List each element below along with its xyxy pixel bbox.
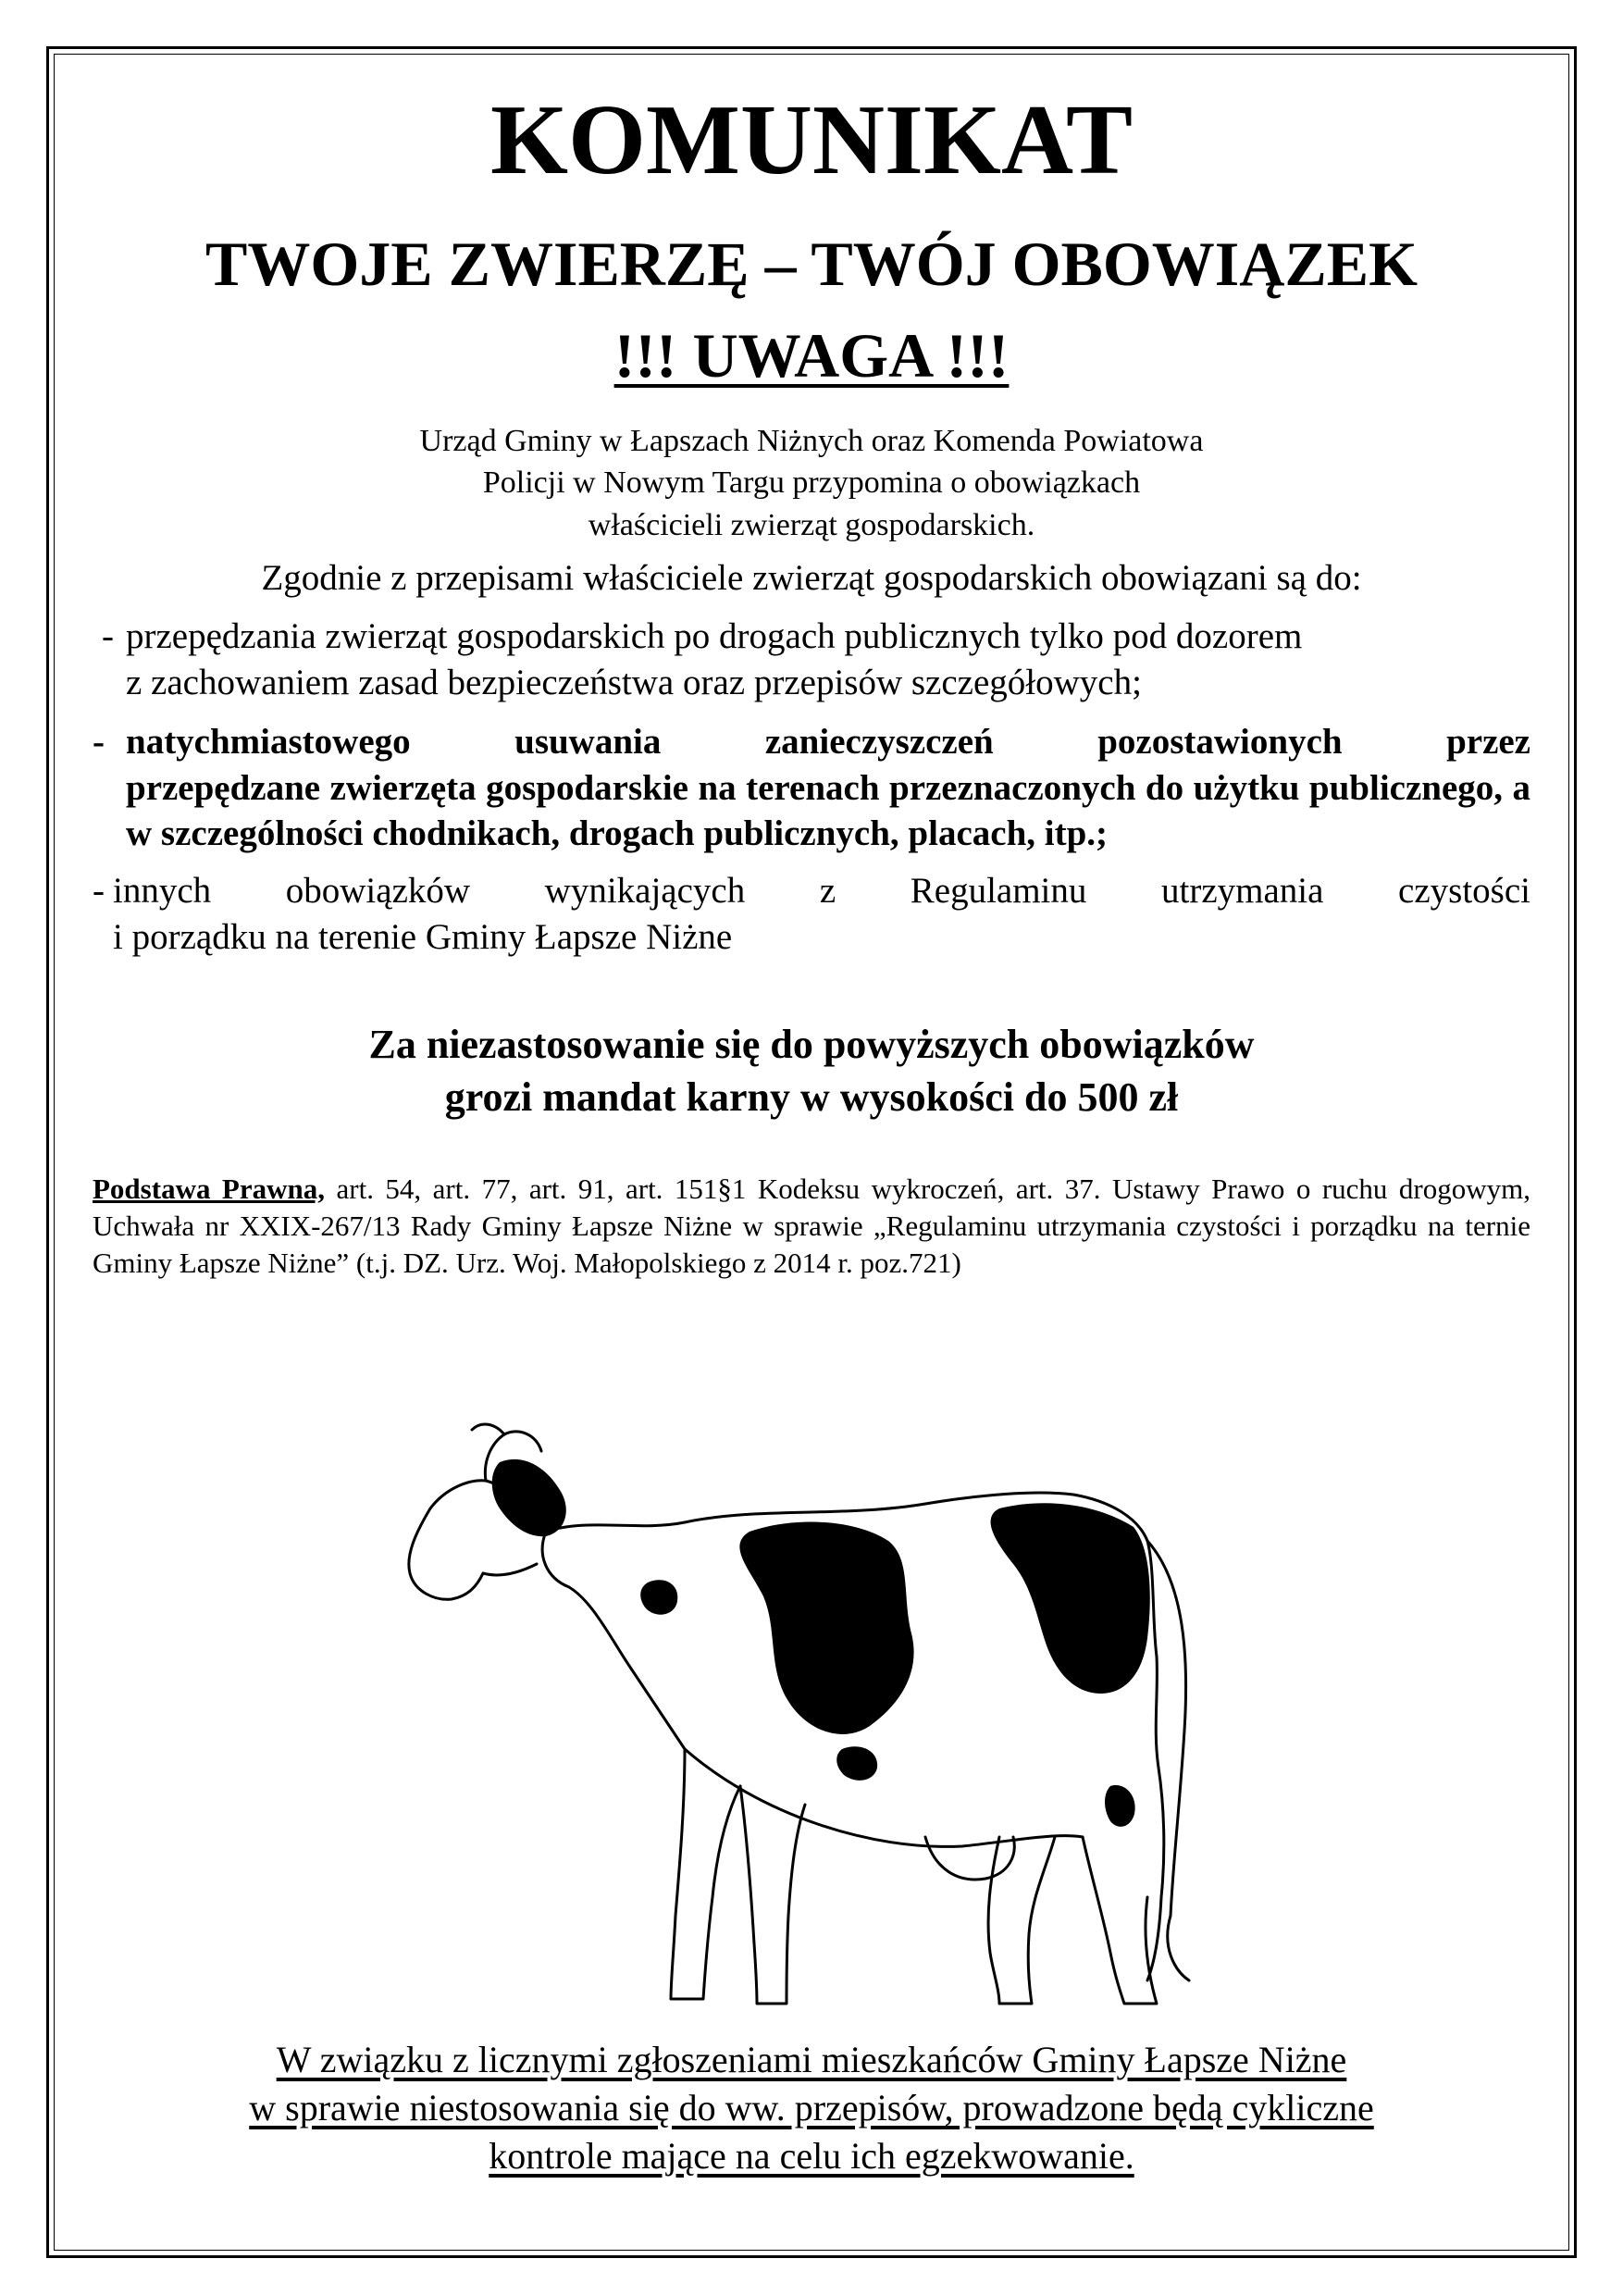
penalty-line: grozi mandat karny w wysokości do 500 zł (444, 1074, 1179, 1121)
obligation-text: natychmiastowego usuwania zanieczyszczeń pozostawionych przez (126, 721, 1530, 762)
cow-icon (407, 1416, 1203, 2008)
obligation-item (93, 868, 1530, 961)
bullet-dash: - (93, 871, 105, 912)
enforcement-line: w sprawie niestosowania się do ww. przepisów, prowadzone będą cykliczne (249, 2087, 1374, 2128)
intro-line: Urząd Gminy w Łapszach Niżnych oraz Komenda Powiatowa (419, 424, 1204, 459)
obligations-lead: Zgodnie z przepisami właściciele zwierząt gospodarskich obowiązani są do: (261, 557, 1362, 598)
intro-line: Policji w Nowym Targu przypomina o obowiązkach (482, 465, 1141, 501)
legal-basis-label: Podstawa Prawna, (93, 1172, 326, 1205)
obligation-text: innych obowiązków wynikających z Regulaminu utrzymania czystości (113, 871, 1530, 912)
attention-heading (93, 319, 1530, 392)
penalty-line: Za niezastosowanie się do powyższych obowiązków (368, 1022, 1255, 1068)
bullet-dash: - (93, 721, 105, 762)
notice-content (93, 85, 1530, 1282)
intro-line: właścicieli zwierząt gospodarskich. (588, 507, 1035, 542)
notice-subtitle: TWOJE ZWIERZĘ – TWÓJ OBOWIĄZEK (205, 229, 1418, 300)
legal-basis (93, 1171, 1530, 1283)
enforcement-notice (93, 2036, 1530, 2180)
attention-text: !!! UWAGA !!! (613, 320, 1010, 391)
obligation-text-continued: i porządku na terenie Gminy Łapsze Niżne (113, 917, 733, 958)
obligation-text-continued: z zachowaniem zasad bezpieczeństwa oraz przepisów szczegółowych; (126, 662, 1142, 702)
legal-basis-text: art. 54, art. 77, art. 91, art. 151§1 Kodeksu wykroczeń, art. 37. Ustawy Prawo o ruchu drogowym, Uchwała nr XXIX-267/13 Rady Gminy Łapsze Niżne w sprawie „Regulaminu utrzymania czystości i porządku na ternie Gminy Łapsze Niżne” (t.j. DZ. Urz. Woj. Małopolskiego z 2014 r. poz.721) (93, 1172, 1530, 1280)
intro-paragraph (93, 420, 1530, 546)
obligation-text-continued: przepędzane zwierzęta gospodarskie na terenach przeznaczonych do użytku publicznego, a w szczególności chodnikach, drogach publicznych, placach, itp.; (126, 767, 1530, 854)
penalty-notice (93, 1018, 1530, 1123)
obligation-item (93, 614, 1530, 706)
enforcement-line: kontrole mające na celu ich egzekwowanie. (489, 2135, 1134, 2177)
obligation-item (93, 719, 1530, 858)
notice-title: KOMUNIKAT (490, 85, 1133, 195)
bullet-dash: - (102, 615, 114, 656)
enforcement-line: W związku z licznymi zgłoszeniami mieszkańców Gminy Łapsze Niżne (276, 2039, 1347, 2080)
obligation-text: przepędzania zwierząt gospodarskich po drogach publicznych tylko pod dozorem (126, 615, 1303, 656)
